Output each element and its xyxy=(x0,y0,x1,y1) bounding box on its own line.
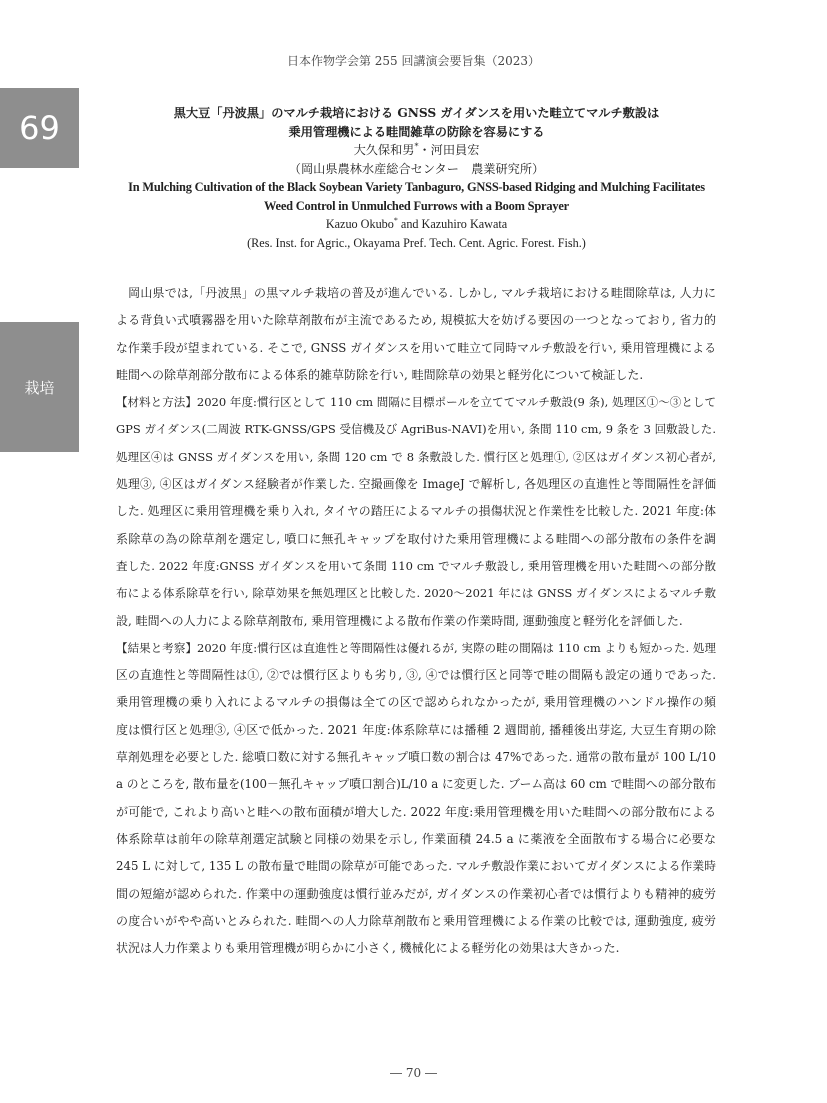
section-tab xyxy=(0,322,79,452)
en-affiliation: (Res. Inst. for Agric., Okayama Pref. Tech. Cent. Agric. Forest. Fish.) xyxy=(247,235,586,250)
body-line: した. 処理区に乗用管理機を乗り入れ, タイヤの踏圧によるマルチの損傷状況と作業性を比較した. 2021 年度:体 xyxy=(116,504,716,519)
en-author-rest: and Kazuhiro Kawata xyxy=(397,217,508,231)
body-line: 草剤処理を必要とした. 総噴口数に対する無孔キャップ噴口数の割合は 47%であった. 通常の散布量が 100 L/10 xyxy=(116,750,716,765)
jp-author-first: 大久保和男 xyxy=(353,143,415,157)
body-line: 区の直進性と等間隔性は①, ②では慣行区よりも劣り, ③, ④では慣行区と同等で畦の間隔も設定の通りであった. xyxy=(116,668,716,683)
body-line: 体系除草は前年の除草剤選定試験と同様の効果を示し, 作業面積 24.5 a に薬液を全面散布する場合に必要な xyxy=(116,831,716,846)
body-line: 査した. 2022 年度:GNSS ガイダンスを用いて条間 110 cm でマルチ敷設し, 乗用管理機を用いた畦間への部分散 xyxy=(116,558,716,573)
en-corresponding-mark: * xyxy=(393,215,398,225)
body-line: 245 L に対して, 135 L の散布量で畦間の除草が可能であった. マルチ敷設作業においてガイダンスによる作業時 xyxy=(116,859,716,874)
body-line: 乗用管理機の乗り入れによるマルチの損傷は全ての区で認められなかったが, 乗用管理機のハンドル操作の頻 xyxy=(116,695,716,710)
body-line: 系除草の為の除草剤を選定し, 噴口に無孔キャップを取付けた乗用管理機による畦間への部分散布の条件を調 xyxy=(116,531,716,546)
body-line: 設, 畦間への人力による除草剤散布, 乗用管理機による散布作業の作業時間, 運動強度と軽労化を評価した. xyxy=(116,613,683,628)
jp-title-line1: 黒大豆「丹波黒」のマルチ栽培における GNSS ガイダンスを用いた畦立てマルチ敷設は xyxy=(173,106,660,120)
running-header: 日本作物学会第 255 回講演会要旨集（2023） xyxy=(286,54,541,68)
body-line: 畦間への除草剤部分散布による体系的雑草防除を行い, 畦間除草の効果と軽労化について検証した. xyxy=(116,367,644,382)
body-line: 度は慣行区と処理③, ④区で低かった. 2021 年度:体系除草には播種 2 週間前, 播種後出芽迄, 大豆生育期の除 xyxy=(116,722,716,737)
body-line: 処理③, ④区はガイダンス経験者が作業した. 空撮画像を ImageJ で解析し, 各処理区の直進性と等間隔性を評価 xyxy=(116,477,716,492)
body-line: a のところを, 散布量を(100－無孔キャップ噴口割合)L/10 a に変更した. ブーム高は 60 cm で畦間への部分散布 xyxy=(116,777,717,792)
body-line: の度合いがやや高いとみられた. 畦間への人力除草剤散布と乗用管理機による作業の比較では, 運動強度, 疲労 xyxy=(116,913,716,928)
en-title-line1: In Mulching Cultivation of the Black Soybean Variety Tanbaguro, GNSS-based Ridging and Mulching Facilitates xyxy=(128,180,705,194)
jp-affiliation: （岡山県農林水産総合センター 農業研究所） xyxy=(288,161,545,176)
jp-title-line2: 乗用管理機による畦間雑草の防除を容易にする xyxy=(288,124,545,139)
jp-author-rest: ・河田員宏 xyxy=(418,143,480,157)
en-author-first: Kazuo Okubo xyxy=(325,217,394,231)
body-line: 間の短縮が認められた. 作業中の運動強度は慣行並みだが, ガイダンスの作業初心者では慣行よりも精神的疲労 xyxy=(116,886,716,901)
title-block xyxy=(118,104,715,252)
abstract-body xyxy=(116,280,716,962)
body-line: 状況は人力作業よりも乗用管理機が明らかに小さく, 機械化による軽労化の効果は大きかった. xyxy=(116,941,620,956)
presentation-number: 69 xyxy=(19,109,60,147)
body-line: 布による体系除草を行い, 除草効果を無処理区と比較した. 2020～2021 年には GNSS ガイダンスによるマルチ敷 xyxy=(116,586,716,601)
en-title-line2: Weed Control in Unmulched Furrows with a Boom Sprayer xyxy=(264,198,569,213)
presentation-number-tab xyxy=(0,88,79,168)
page-number: ― 70 ― xyxy=(390,1066,437,1080)
body-line: 処理区④は GNSS ガイダンスを用い, 条間 120 cm で 8 条敷設した. 慣行区と処理①, ②区はガイダンス初心者が, xyxy=(116,449,716,464)
section-label: 栽培 xyxy=(24,378,55,397)
body-line: 岡山県では,「丹波黒」の黒マルチ栽培の普及が進んでいる. しかし, マルチ栽培における畦間除草は, 人力に xyxy=(116,286,716,300)
jp-authors xyxy=(118,141,715,160)
body-line: な作業手段が望まれている. そこで, GNSS ガイダンスを用いて畦立て同時マルチ敷設を行い, 乗用管理機による xyxy=(116,340,716,355)
body-line: GPS ガイダンス(二周波 RTK-GNSS/GPS 受信機及び AgriBus-NAVI)を用い, 条間 110 cm, 9 条を 3 回敷設した. xyxy=(116,422,716,437)
body-line: が可能で, これより高いと畦への散布面積が増大した. 2022 年度:乗用管理機を用いた畦間への部分散布による xyxy=(116,804,716,819)
en-authors xyxy=(118,215,715,234)
body-line: よる背負い式噴霧器を用いた除草剤散布が主流であるため, 規模拡大を妨げる要因の一つとなっており, 省力的 xyxy=(116,313,716,328)
jp-corresponding-mark: * xyxy=(414,141,419,151)
body-line: 【材料と方法】2020 年度:慣行区として 110 cm 間隔に目標ポールを立ててマルチ敷設(9 条), 処理区①～③として xyxy=(116,395,716,410)
body-line: 【結果と考察】2020 年度:慣行区は直進性と等間隔性は優れるが, 実際の畦の間隔は 110 cm よりも短かった. 処理 xyxy=(116,640,716,655)
